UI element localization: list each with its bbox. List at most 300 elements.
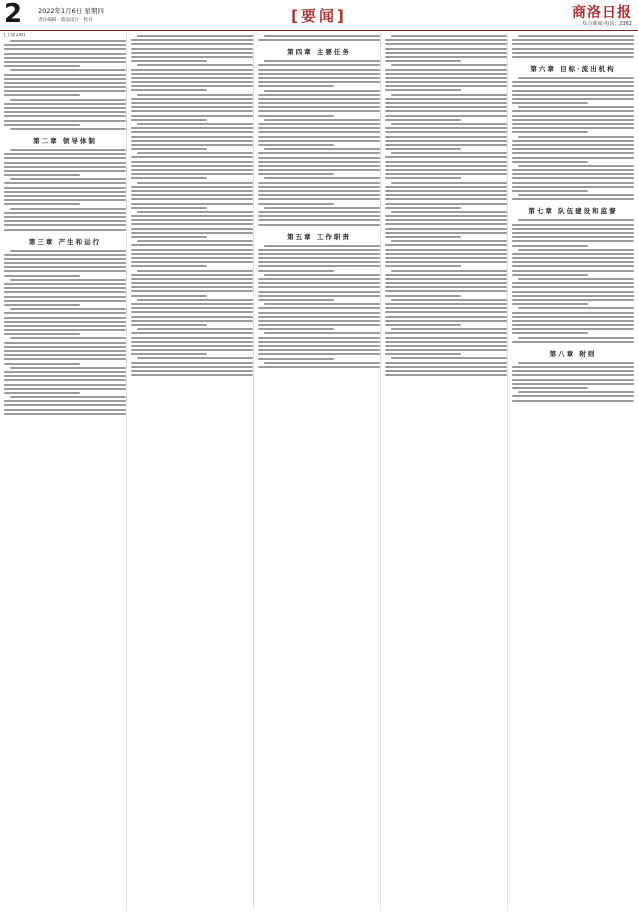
text-line	[131, 156, 253, 158]
text-line	[4, 115, 126, 117]
text-line	[385, 69, 507, 71]
text-line	[518, 337, 634, 339]
text-line	[131, 228, 253, 230]
editor-credits: 责任编辑 · 版面设计 · 校对	[38, 18, 93, 23]
text-line	[4, 199, 126, 201]
text-line	[258, 110, 380, 112]
text-line	[385, 173, 507, 175]
column-5-body-text-c	[512, 362, 634, 402]
text-line	[4, 300, 126, 302]
text-line	[512, 148, 634, 150]
text-line	[131, 274, 253, 276]
text-line	[258, 190, 380, 192]
text-line	[137, 152, 253, 154]
text-line	[512, 282, 634, 284]
text-line	[10, 337, 126, 339]
text-line	[4, 266, 126, 268]
text-line	[512, 115, 634, 117]
text-line	[131, 203, 253, 205]
chapter-heading: 第六章 目标·流出机构	[530, 64, 616, 73]
text-line	[512, 240, 634, 242]
text-line	[385, 286, 507, 288]
text-line	[385, 253, 507, 255]
text-line	[385, 316, 507, 318]
text-line	[137, 35, 253, 37]
column-5-body-text-b	[512, 219, 634, 342]
text-line	[385, 228, 507, 230]
text-line	[512, 370, 634, 372]
text-line	[258, 127, 380, 129]
text-line	[4, 82, 126, 84]
text-line	[385, 282, 507, 284]
issue-date: 2022年1月6日 星期四	[38, 7, 104, 15]
text-line	[258, 203, 334, 205]
text-line	[4, 379, 126, 381]
text-line	[391, 123, 507, 125]
text-line	[4, 65, 80, 67]
text-line	[385, 127, 507, 129]
text-line	[512, 265, 634, 267]
text-line	[10, 149, 126, 151]
text-line	[512, 144, 634, 146]
text-line	[131, 52, 253, 54]
text-line	[258, 278, 380, 280]
text-line	[264, 274, 380, 276]
text-line	[512, 299, 634, 301]
text-line	[258, 345, 380, 347]
text-line	[391, 299, 507, 301]
column-3	[258, 33, 381, 909]
text-line	[258, 106, 380, 108]
text-line	[131, 337, 253, 339]
text-line	[4, 275, 80, 277]
text-line	[131, 131, 253, 133]
text-line	[131, 98, 253, 100]
text-line	[512, 316, 634, 318]
column-1-body-text-a	[4, 149, 126, 231]
text-line	[385, 366, 507, 368]
text-line	[512, 400, 634, 402]
text-line	[391, 152, 507, 154]
text-line	[4, 262, 126, 264]
text-line	[131, 73, 253, 75]
text-line	[518, 194, 634, 196]
text-line	[512, 286, 634, 288]
text-line	[385, 257, 507, 259]
text-line	[512, 198, 634, 200]
text-line	[518, 249, 634, 251]
text-line	[131, 69, 253, 71]
text-line	[131, 148, 207, 150]
text-line	[258, 253, 380, 255]
text-line	[258, 102, 380, 104]
text-line	[385, 337, 507, 339]
text-line	[512, 169, 634, 171]
text-line	[4, 392, 80, 394]
text-line	[512, 274, 588, 276]
text-line	[131, 295, 207, 297]
text-line	[385, 307, 507, 309]
text-line	[385, 119, 461, 121]
text-line	[131, 303, 253, 305]
text-line	[4, 224, 126, 226]
text-line	[385, 102, 507, 104]
chapter-heading: 第八章 附则	[549, 349, 597, 358]
chapter-heading: 第三章 产生和运行	[28, 237, 102, 246]
text-line	[385, 169, 507, 171]
text-line	[512, 182, 634, 184]
text-line	[4, 57, 126, 59]
text-line	[385, 341, 507, 343]
text-line	[258, 261, 380, 263]
text-line	[4, 166, 126, 168]
text-line	[385, 345, 507, 347]
text-line	[131, 370, 253, 372]
text-line	[4, 153, 126, 155]
text-line	[258, 270, 334, 272]
text-line	[131, 353, 207, 355]
text-line	[137, 328, 253, 330]
text-line	[385, 215, 507, 217]
text-line	[131, 320, 253, 322]
text-line	[512, 332, 588, 334]
text-line	[258, 349, 380, 351]
text-line	[131, 286, 253, 288]
text-line	[385, 223, 507, 225]
text-line	[512, 395, 634, 397]
column-1-body-text-b	[4, 250, 126, 415]
text-line	[131, 374, 253, 376]
text-line	[131, 236, 207, 238]
text-line	[4, 333, 80, 335]
text-line	[512, 39, 634, 41]
masthead	[0, 0, 638, 31]
text-line	[4, 291, 126, 293]
text-line	[385, 89, 461, 91]
text-line	[131, 253, 253, 255]
text-line	[512, 152, 634, 154]
chapter-heading: 第四章 主要任务	[287, 48, 351, 57]
text-line	[10, 367, 126, 369]
text-line	[137, 182, 253, 184]
text-line	[4, 329, 126, 331]
text-line	[258, 211, 380, 213]
text-line	[131, 232, 253, 234]
text-line	[512, 119, 634, 121]
text-line	[10, 69, 126, 71]
text-line	[512, 190, 588, 192]
text-line	[4, 216, 126, 218]
text-line	[131, 56, 253, 58]
text-line	[258, 316, 380, 318]
text-line	[512, 291, 634, 293]
text-line	[264, 35, 380, 37]
text-line	[385, 115, 507, 117]
text-line	[10, 279, 126, 281]
text-line	[4, 384, 126, 386]
text-line	[4, 317, 126, 319]
text-line	[131, 194, 253, 196]
text-line	[258, 328, 334, 330]
text-line	[258, 312, 380, 314]
text-line	[131, 161, 253, 163]
text-line	[131, 119, 207, 121]
text-line	[385, 190, 507, 192]
text-line	[258, 286, 380, 288]
text-line	[258, 39, 380, 41]
text-line	[385, 362, 507, 364]
text-line	[258, 69, 380, 71]
text-line	[131, 106, 253, 108]
text-line	[131, 249, 253, 251]
text-line	[4, 48, 126, 50]
text-line	[512, 85, 634, 87]
text-line	[385, 311, 507, 313]
text-line	[512, 90, 634, 92]
text-line	[10, 178, 126, 180]
text-line	[258, 198, 380, 200]
text-line	[131, 190, 253, 192]
text-line	[137, 240, 253, 242]
text-line	[385, 324, 461, 326]
text-line	[385, 249, 507, 251]
text-line	[258, 291, 380, 293]
column-3-lead-text	[258, 35, 380, 41]
text-line	[518, 307, 634, 309]
text-line	[10, 250, 126, 252]
text-line	[258, 194, 380, 196]
text-line	[385, 43, 507, 45]
text-line	[258, 152, 380, 154]
text-line	[137, 94, 253, 96]
text-line	[512, 94, 634, 96]
text-line	[131, 115, 253, 117]
text-line	[512, 161, 588, 163]
text-line	[4, 103, 126, 105]
text-line	[512, 52, 634, 54]
text-line	[518, 35, 634, 37]
chapter-heading: 第二章 领导体制	[33, 136, 97, 145]
text-line	[258, 299, 334, 301]
text-line	[258, 140, 380, 142]
text-line	[512, 173, 634, 175]
text-line	[4, 270, 126, 272]
text-line	[512, 295, 634, 297]
text-line	[512, 374, 634, 376]
text-line	[385, 39, 507, 41]
text-line	[512, 224, 634, 226]
text-line	[4, 61, 126, 63]
text-line	[131, 290, 253, 292]
text-line	[131, 186, 253, 188]
text-line	[512, 157, 634, 159]
text-line	[391, 357, 507, 359]
text-line	[385, 177, 461, 179]
text-line	[4, 350, 126, 352]
text-line	[10, 308, 126, 310]
text-line	[391, 35, 507, 37]
text-line	[391, 94, 507, 96]
text-line	[258, 186, 380, 188]
text-line	[264, 148, 380, 150]
text-line	[512, 123, 634, 125]
text-line	[4, 388, 126, 390]
text-line	[131, 136, 253, 138]
page-number: 2	[4, 0, 23, 29]
text-line	[518, 362, 634, 364]
text-line	[385, 353, 461, 355]
text-line	[4, 162, 126, 164]
text-line	[131, 165, 253, 167]
text-line	[131, 341, 253, 343]
text-line	[391, 270, 507, 272]
text-line	[518, 219, 634, 221]
text-line	[385, 374, 507, 376]
text-line	[264, 303, 380, 305]
text-line	[4, 203, 80, 205]
text-line	[131, 316, 253, 318]
text-line	[131, 349, 253, 351]
text-line	[512, 387, 588, 389]
text-line	[4, 409, 126, 411]
column-4-body-text	[385, 35, 507, 376]
text-line	[512, 261, 634, 263]
text-line	[258, 81, 380, 83]
text-line	[258, 257, 380, 259]
text-line	[137, 64, 253, 66]
text-line	[131, 89, 207, 91]
text-line	[4, 400, 126, 402]
text-line	[4, 354, 126, 356]
text-line	[385, 236, 461, 238]
text-line	[385, 73, 507, 75]
text-line	[4, 220, 126, 222]
text-line	[131, 311, 253, 313]
chapter-heading: 第七章 队伍建设和监督	[528, 207, 618, 216]
text-line	[4, 413, 126, 415]
text-line	[4, 86, 126, 88]
text-line	[4, 191, 126, 193]
text-line	[131, 345, 253, 347]
text-line	[385, 198, 507, 200]
text-line	[385, 56, 507, 58]
text-line	[131, 127, 253, 129]
text-line	[258, 64, 380, 66]
text-line	[258, 353, 380, 355]
text-line	[258, 249, 380, 251]
text-line	[391, 211, 507, 213]
text-line	[385, 303, 507, 305]
text-line	[258, 123, 380, 125]
text-line	[264, 207, 380, 209]
text-line	[131, 332, 253, 334]
text-line	[131, 81, 253, 83]
text-line	[4, 157, 126, 159]
text-line	[385, 110, 507, 112]
text-line	[4, 325, 126, 327]
chapter-heading: 第五章 工作职责	[287, 232, 351, 241]
text-line	[131, 102, 253, 104]
text-line	[518, 106, 634, 108]
text-line	[258, 94, 380, 96]
text-line	[385, 60, 461, 62]
text-line	[4, 342, 126, 344]
text-line	[10, 396, 126, 398]
text-line	[131, 140, 253, 142]
text-line	[385, 98, 507, 100]
text-line	[258, 320, 380, 322]
text-line	[512, 81, 634, 83]
text-line	[131, 207, 207, 209]
text-line	[131, 278, 253, 280]
text-line	[258, 366, 380, 368]
text-line	[4, 44, 126, 46]
text-line	[4, 229, 126, 231]
text-line	[258, 157, 380, 159]
text-line	[385, 320, 507, 322]
text-line	[258, 307, 380, 309]
text-line	[385, 332, 507, 334]
text-line	[137, 270, 253, 272]
text-line	[137, 299, 253, 301]
text-line	[512, 324, 634, 326]
text-line	[4, 53, 126, 55]
text-line	[385, 278, 507, 280]
text-line	[258, 215, 380, 217]
text-line	[385, 370, 507, 372]
text-line	[258, 265, 380, 267]
text-line	[385, 186, 507, 188]
text-line	[518, 278, 634, 280]
text-line	[385, 194, 507, 196]
continued-label: (上接1版)	[4, 33, 26, 38]
text-line	[385, 131, 507, 133]
text-line	[137, 123, 253, 125]
text-line	[4, 312, 126, 314]
text-line	[385, 265, 461, 267]
text-line	[258, 324, 380, 326]
text-line	[131, 324, 207, 326]
text-line	[131, 362, 253, 364]
text-line	[131, 173, 253, 175]
text-line	[131, 307, 253, 309]
text-line	[512, 245, 588, 247]
column-1	[4, 33, 127, 909]
text-line	[518, 136, 634, 138]
text-line	[512, 236, 634, 238]
text-line	[131, 85, 253, 87]
text-line	[258, 219, 380, 221]
text-line	[512, 140, 634, 142]
text-line	[4, 254, 126, 256]
text-line	[385, 156, 507, 158]
text-line	[131, 282, 253, 284]
text-line	[4, 124, 80, 126]
text-line	[131, 177, 207, 179]
text-line	[4, 195, 126, 197]
text-line	[385, 165, 507, 167]
text-line	[258, 182, 380, 184]
text-line	[10, 128, 126, 130]
text-line	[131, 219, 253, 221]
text-line	[131, 366, 253, 368]
text-line	[385, 144, 507, 146]
column-1-lead-text	[4, 40, 126, 130]
text-line	[131, 215, 253, 217]
text-line	[137, 357, 253, 359]
text-line	[264, 177, 380, 179]
text-line	[385, 274, 507, 276]
